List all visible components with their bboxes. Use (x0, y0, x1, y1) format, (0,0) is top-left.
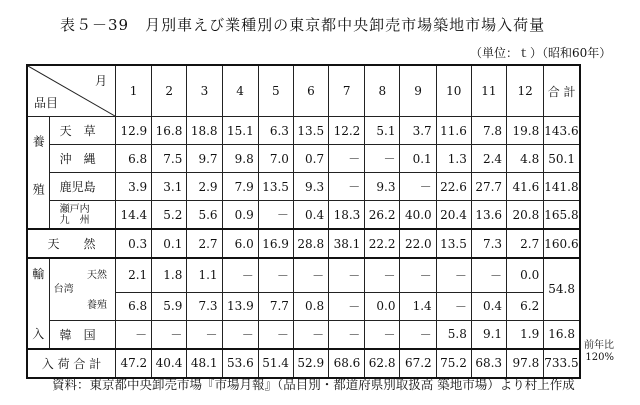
grand-total-label: 入 荷 合 計 (27, 349, 115, 378)
table-row: 沖 縄 6.8 7.5 9.7 9.8 7.0 0.7 － － 0.1 1.3 2.4 4.8 50.1 (27, 145, 580, 173)
month-axis-label: 月 (94, 74, 107, 88)
month-header: 7 (329, 65, 365, 117)
month-header: 9 (400, 65, 436, 117)
import-group-label-bottom: 入 (27, 320, 49, 349)
month-header: 3 (187, 65, 222, 117)
taiwan-label: 台湾 (53, 284, 74, 295)
row-label: 鹿児島 (49, 173, 115, 201)
landing-volume-table (26, 64, 581, 379)
table-row: 入 荷 合 計 47.2 40.4 48.1 53.6 51.4 52.9 68.6 62.8 67.2 75.2 68.3 97.8 733.5 (27, 349, 580, 378)
row-label: 台湾 養殖 (49, 292, 115, 320)
taiwan-total: 54.8 (544, 258, 580, 320)
wild-group-label: 天 然 (27, 229, 115, 258)
month-header: 10 (436, 65, 471, 117)
month-header: 8 (365, 65, 400, 117)
table-row: 入 韓 国 － － － － － － － － － 5.8 9.1 1.9 16.8 (27, 320, 580, 349)
import-group-label-top: 輸 (27, 258, 49, 292)
table-row: 台湾 養殖 6.8 5.9 7.3 13.9 7.7 0.8 － 0.0 1.4 － 0.4 6.2 (27, 292, 580, 320)
table-row: 鹿児島 3.9 3.1 2.9 7.9 13.5 9.3 － 9.3 － 22.6 27.7 41.6 141.8 (27, 173, 580, 201)
table-row: 瀬戸内 九 州 14.4 5.2 5.6 0.9 － 0.4 18.3 26.2 40.0 20.4 13.6 20.8 165.8 (27, 201, 580, 230)
month-header: 2 (152, 65, 187, 117)
table-row: 天 然 0.3 0.1 2.7 6.0 16.9 28.8 38.1 22.2 22.0 13.5 7.3 2.7 160.6 (27, 229, 580, 258)
month-header: 5 (258, 65, 293, 117)
corner-cell (27, 65, 115, 117)
table-row: 養 殖 天 草 12.9 16.8 18.8 15.1 6.3 13.5 12.2 5.1 3.7 11.6 7.8 19.8 143.6 (27, 117, 580, 145)
aquaculture-group-label: 養 殖 (27, 117, 49, 230)
row-label: 天 草 (49, 117, 115, 145)
row-label: 瀬戸内 九 州 (49, 201, 115, 230)
source-note: 資料：東京都中央卸売市場『市場月報』（品目別・都道府県別取扱高 築地市場）より村上作成 (52, 377, 575, 392)
total-header: 合 計 (544, 65, 580, 117)
row-label: 韓 国 (49, 320, 115, 349)
row-label: 天然 (49, 258, 115, 292)
row-label: 沖 縄 (49, 145, 115, 173)
month-header: 4 (222, 65, 258, 117)
month-header: 11 (471, 65, 506, 117)
month-header: 12 (507, 65, 544, 117)
table-row: 輸 天然 2.1 1.8 1.1 － － － － － － － － 0.0 54.8 (27, 258, 580, 292)
table-title: 表５－39 月別車えび業種別の東京都中央卸売市場築地市場入荷量 (60, 16, 546, 34)
header-row (27, 65, 580, 117)
month-header: 1 (115, 65, 151, 117)
item-axis-label: 品目 (34, 96, 59, 110)
month-header: 6 (293, 65, 328, 117)
unit-note: （単位：ｔ）（昭和60年） (470, 46, 612, 60)
year-over-year-note: 前年比 120% (584, 340, 614, 363)
